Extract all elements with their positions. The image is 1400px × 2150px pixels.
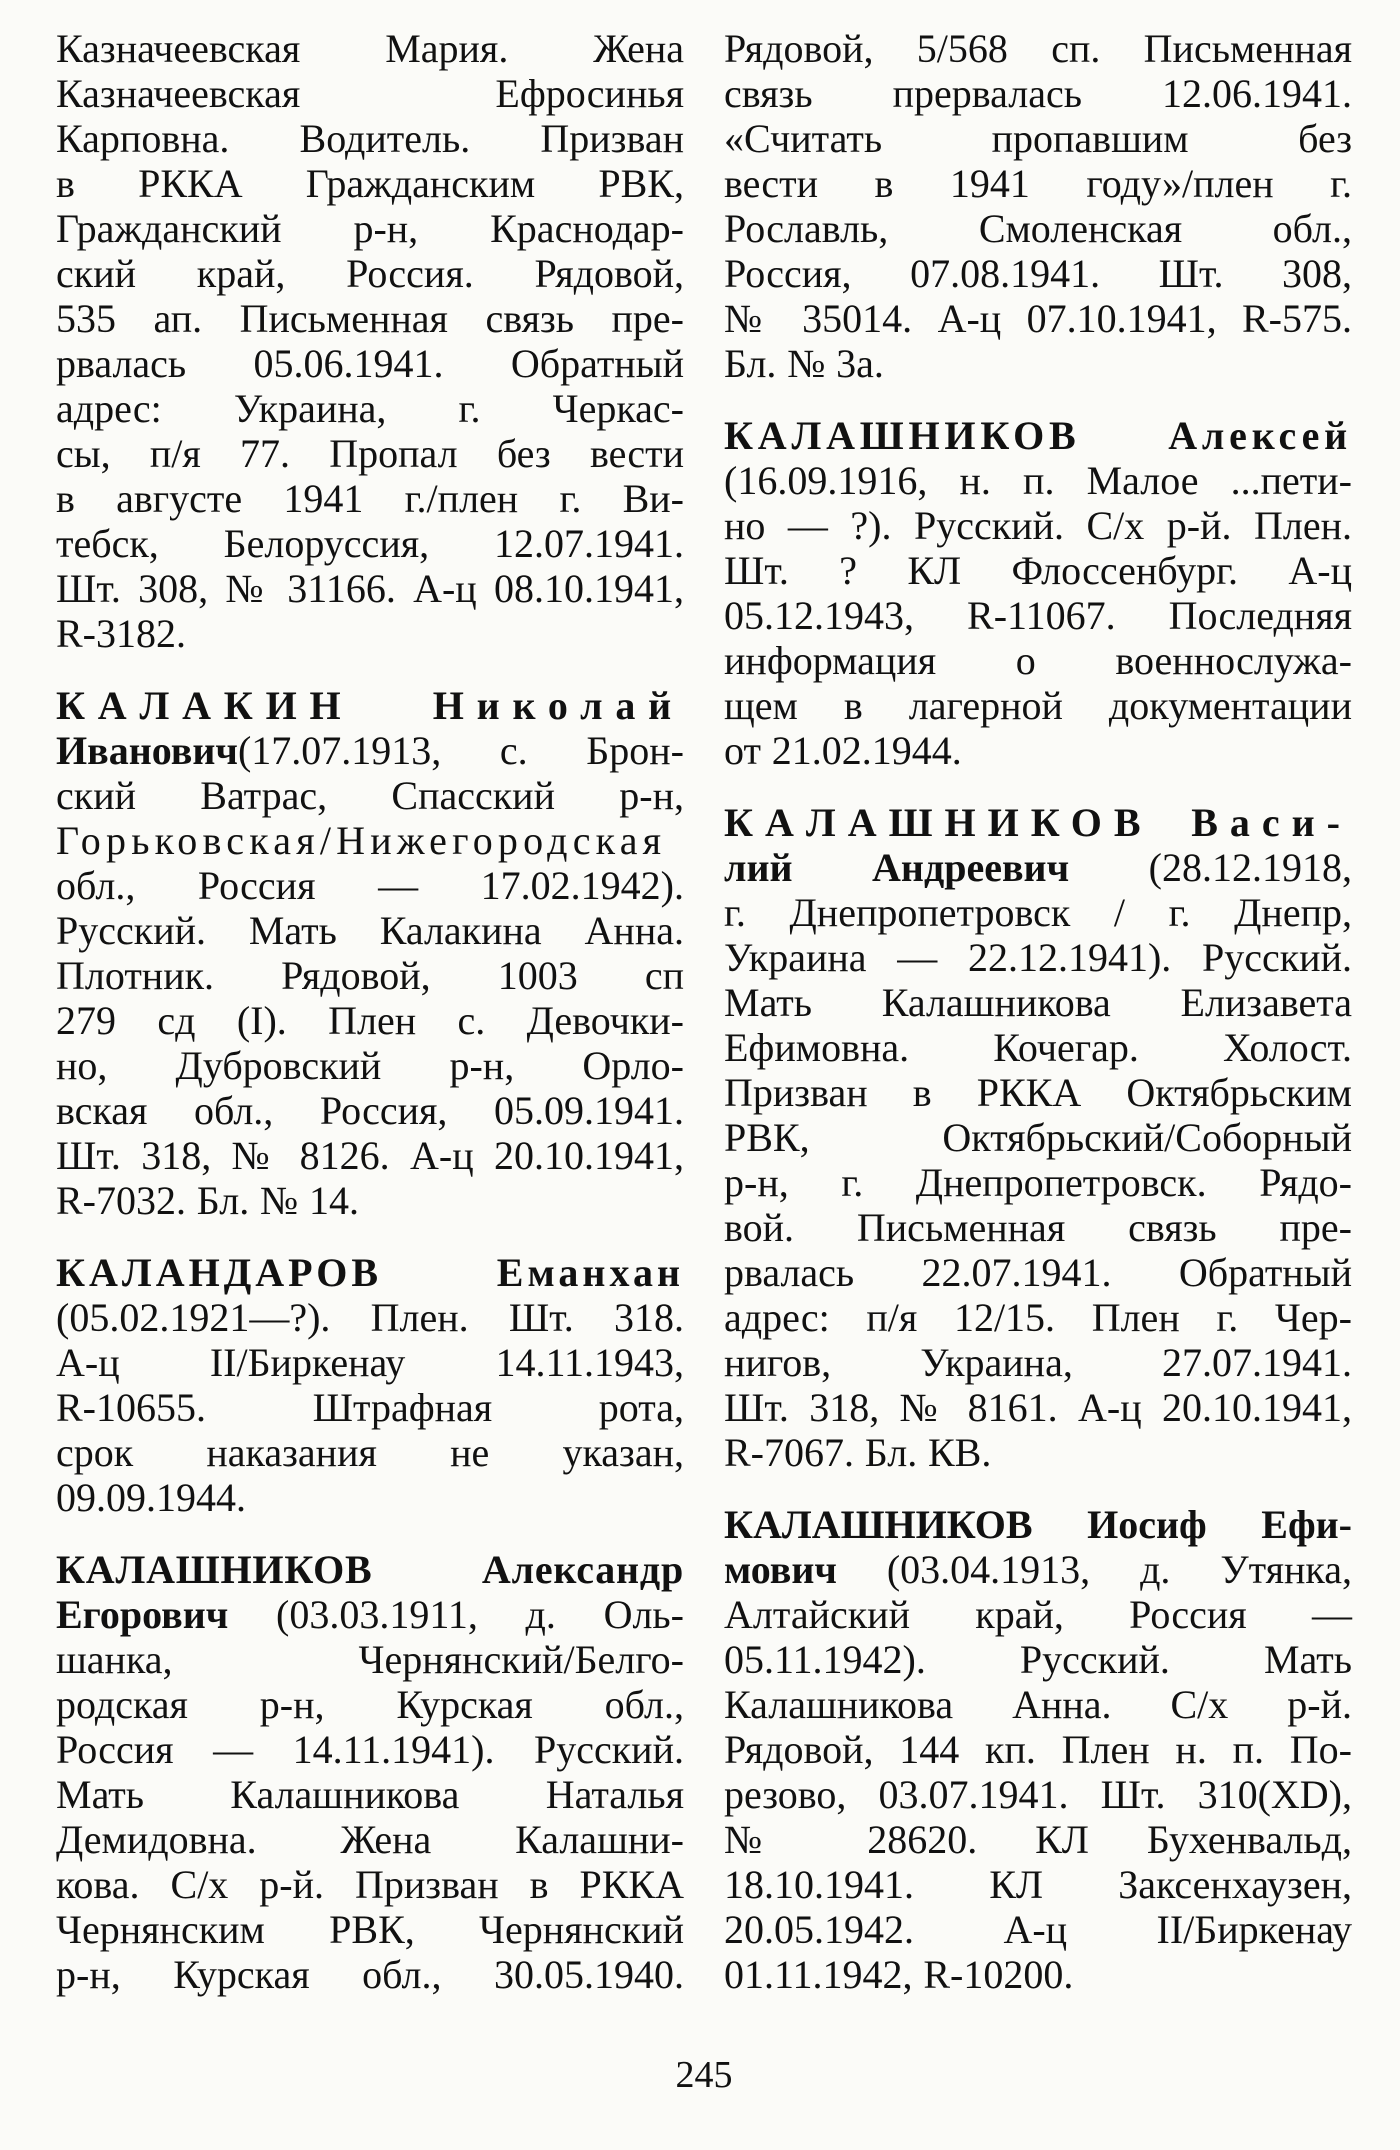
text-line: Гражданский р-н, Краснодар- xyxy=(56,206,684,251)
text-column-right xyxy=(724,26,1352,1997)
entry-paragraph xyxy=(724,26,1352,386)
text-line: Украина — 22.12.1941). Русский. xyxy=(724,935,1352,980)
text-line: 279 сд (I). Плен с. Девочки- xyxy=(56,998,684,1043)
text-line: тебск, Белоруссия, 12.07.1941. xyxy=(56,521,684,566)
text-line: Рядовой, 5/568 сп. Письменная xyxy=(724,26,1352,71)
text-line: шанка, Чернянский/Белго- xyxy=(56,1637,684,1682)
text-line: вская обл., Россия, 05.09.1941. xyxy=(56,1088,684,1133)
text-line: Шт. 308, № 31166. А-ц 08.10.1941, xyxy=(56,566,684,611)
text-line: рвалась 05.06.1941. Обратный xyxy=(56,341,684,386)
text-line: ский Ватрас, Спасский р-н, xyxy=(56,773,684,818)
text-line: КАЛАНДАРОВ Еманхан xyxy=(56,1250,684,1295)
text-line: Алтайский край, Россия — xyxy=(724,1592,1352,1637)
text-line: щем в лагерной документации xyxy=(724,683,1352,728)
text-line: Рославль, Смоленская обл., xyxy=(724,206,1352,251)
text-line: 18.10.1941. КЛ Заксенхаузен, xyxy=(724,1862,1352,1907)
text-line: обл., Россия — 17.02.1942). xyxy=(56,863,684,908)
text-line: р-н, г. Днепропетровск. Рядо- xyxy=(724,1160,1352,1205)
text-line: (16.09.1916, н. п. Малое ...пети- xyxy=(724,458,1352,503)
text-line: (05.02.1921—?). Плен. Шт. 318. xyxy=(56,1295,684,1340)
text-line: связь прервалась 12.06.1941. xyxy=(724,71,1352,116)
text-line: 535 ап. Письменная связь пре- xyxy=(56,296,684,341)
text-line: срок наказания не указан, xyxy=(56,1430,684,1475)
text-line: вести в 1941 году»/плен г. xyxy=(724,161,1352,206)
text-line: 05.12.1943, R-11067. Последняя xyxy=(724,593,1352,638)
text-line: Шт. 318, № 8126. А-ц 20.10.1941, xyxy=(56,1133,684,1178)
text-line: «Считать пропавшим без xyxy=(724,116,1352,161)
text-line: КАЛАШНИКОВ Александр xyxy=(56,1547,684,1592)
text-line: информация о военнослужа- xyxy=(724,638,1352,683)
text-line: 01.11.1942, R-10200. xyxy=(724,1952,1074,1997)
entry-paragraph xyxy=(724,413,1352,773)
text-line: адрес: Украина, г. Черкас- xyxy=(56,386,684,431)
entry-paragraph xyxy=(724,800,1352,1475)
text-line: мович (03.04.1913, д. Утянка, xyxy=(724,1547,1352,1592)
text-line: резово, 03.07.1941. Шт. 310(XD), xyxy=(724,1772,1352,1817)
text-line: R-3182. xyxy=(56,611,186,656)
text-line: Шт. 318, № 8161. А-ц 20.10.1941, xyxy=(724,1385,1352,1430)
entry-paragraph xyxy=(56,1250,684,1520)
text-line: R-10655. Штрафная рота, xyxy=(56,1385,684,1430)
text-line: Россия, 07.08.1941. Шт. 308, xyxy=(724,251,1352,296)
text-line: R-7067. Бл. КВ. xyxy=(724,1430,992,1475)
text-line: Рядовой, 144 кп. Плен н. п. По- xyxy=(724,1727,1352,1772)
text-line: рвалась 22.07.1941. Обратный xyxy=(724,1250,1352,1295)
text-line: № 35014. А-ц 07.10.1941, R-575. xyxy=(724,296,1352,341)
text-line: Егорович (03.03.1911, д. Оль- xyxy=(56,1592,684,1637)
text-line: ский край, Россия. Рядовой, xyxy=(56,251,684,296)
entry-paragraph xyxy=(56,26,684,656)
text-line: лий Андреевич (28.12.1918, xyxy=(724,845,1352,890)
text-line: сы, п/я 77. Пропал без вести xyxy=(56,431,684,476)
text-line: р-н, Курская обл., 30.05.1940. xyxy=(56,1952,684,1997)
text-line: 20.05.1942. А-ц II/Биркенау xyxy=(724,1907,1352,1952)
two-column-text-block xyxy=(56,26,1352,1997)
text-line: Призван в РККА Октябрьским xyxy=(724,1070,1352,1115)
text-column-left xyxy=(56,26,684,1997)
text-line: Мать Калашникова Наталья xyxy=(56,1772,684,1817)
text-line: Мать Калашникова Елизавета xyxy=(724,980,1352,1025)
text-line: 05.11.1942). Русский. Мать xyxy=(724,1637,1352,1682)
text-line: от 21.02.1944. xyxy=(724,728,962,773)
entry-paragraph xyxy=(56,683,684,1223)
text-line: Ефимовна. Кочегар. Холост. xyxy=(724,1025,1352,1070)
text-line: вой. Письменная связь пре- xyxy=(724,1205,1352,1250)
text-line: А-ц II/Биркенау 14.11.1943, xyxy=(56,1340,684,1385)
text-line: Казначеевская Ефросинья xyxy=(56,71,684,116)
text-line: РВК, Октябрьский/Соборный xyxy=(724,1115,1352,1160)
text-line: Калашникова Анна. С/х р-й. xyxy=(724,1682,1352,1727)
text-line: КАЛАШНИКОВ Васи- xyxy=(724,800,1352,845)
text-line: № 28620. КЛ Бухенвальд, xyxy=(724,1817,1352,1862)
text-line: Карповна. Водитель. Призван xyxy=(56,116,684,161)
text-line: Русский. Мать Калакина Анна. xyxy=(56,908,684,953)
page-number: 245 xyxy=(675,2054,733,2096)
text-line: кова. С/х р-й. Призван в РККА xyxy=(56,1862,684,1907)
text-line: родская р-н, Курская обл., xyxy=(56,1682,684,1727)
text-line: Иванович(17.07.1913, с. Брон- xyxy=(56,728,684,773)
text-line: Казначеевская Мария. Жена xyxy=(56,26,684,71)
text-line: КАЛАШНИКОВ Алексей xyxy=(724,413,1352,458)
text-line: в РККА Гражданским РВК, xyxy=(56,161,684,206)
text-line: но — ?). Русский. С/х р-й. Плен. xyxy=(724,503,1352,548)
entry-paragraph xyxy=(724,1502,1352,1997)
text-line: Чернянским РВК, Чернянский xyxy=(56,1907,684,1952)
text-line: 09.09.1944. xyxy=(56,1475,246,1520)
text-line: адрес: п/я 12/15. Плен г. Чер- xyxy=(724,1295,1352,1340)
text-line: Бл. № 3а. xyxy=(724,341,884,386)
text-line: нигов, Украина, 27.07.1941. xyxy=(724,1340,1352,1385)
text-line: г. Днепропетровск / г. Днепр, xyxy=(724,890,1352,935)
text-line: Плотник. Рядовой, 1003 сп xyxy=(56,953,684,998)
text-line: Демидовна. Жена Калашни- xyxy=(56,1817,684,1862)
text-line: но, Дубровский р-н, Орло- xyxy=(56,1043,684,1088)
text-line: КАЛАШНИКОВ Иосиф Ефи- xyxy=(724,1502,1352,1547)
text-line: КАЛАКИН Николай xyxy=(56,683,684,728)
text-line: R-7032. Бл. № 14. xyxy=(56,1178,359,1223)
text-line: Горьковская/Нижегородская xyxy=(56,818,667,863)
entry-paragraph xyxy=(56,1547,684,1997)
text-line: Шт. ? КЛ Флоссенбург. А-ц xyxy=(724,548,1352,593)
text-line: Россия — 14.11.1941). Русский. xyxy=(56,1727,684,1772)
text-line: в августе 1941 г./плен г. Ви- xyxy=(56,476,684,521)
